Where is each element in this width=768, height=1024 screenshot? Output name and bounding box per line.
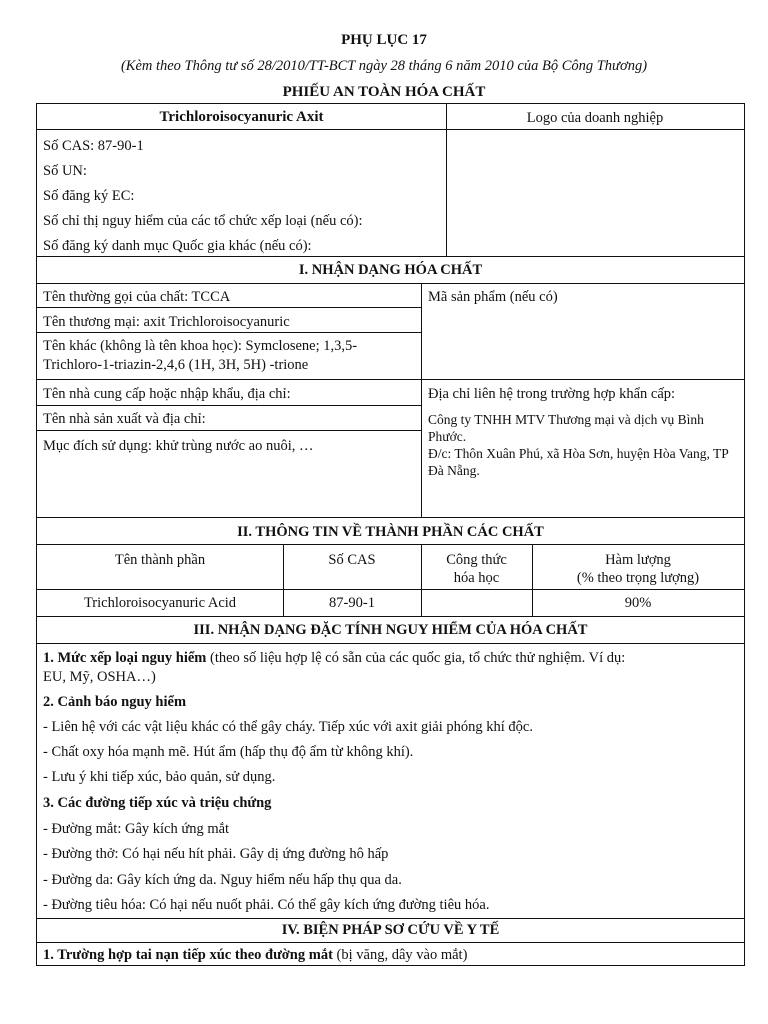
route-item: - Đường thở: Có hại nếu hít phải. Gây dị ứng đường hô hấp (43, 846, 389, 862)
manufacturer: Tên nhà sản xuất và địa chỉ: (43, 411, 206, 427)
product-code: Mã sản phẩm (nếu có) (428, 289, 558, 305)
col-header-cas: Số CAS (328, 552, 376, 568)
ec-number: Số đăng ký EC: (43, 188, 135, 204)
safety-data-sheet-table (36, 103, 745, 966)
route-item: - Đường mắt: Gây kích ứng mắt (43, 821, 230, 837)
row-component-name: Trichloroisocyanuric Acid (83, 595, 237, 611)
emergency-address: Đ/c: Thôn Xuân Phú, xã Hòa Sơn, huyện Hòa Vang, TP Đà Nẵng. (428, 446, 729, 478)
exposure-routes-heading: 3. Các đường tiếp xúc và triệu chứng (43, 795, 272, 811)
divider (37, 256, 744, 257)
purpose-of-use: Mục đích sử dụng: khử trùng nước ao nuôi, … (43, 438, 314, 454)
divider (37, 517, 744, 518)
first-aid-eye (43, 946, 467, 965)
divider (37, 129, 744, 130)
section-4-heading: IV. BIỆN PHÁP SƠ CỨU VỀ Y TẾ (281, 922, 500, 938)
hazard-classification-text: (theo số liệu hợp lệ có sẵn của các quốc gia, tổ chức thử nghiệm. Ví dụ: (206, 650, 626, 666)
hazard-classification-heading: 1. Mức xếp loại nguy hiểm (43, 650, 207, 666)
first-aid-eye-heading: 1. Trường hợp tai nạn tiếp xúc theo đường mắt (43, 947, 333, 963)
divider (37, 332, 421, 333)
warning-item: - Liên hệ với các vật liệu khác có thể gây cháy. Tiếp xúc với axit giải phóng khí độc. (43, 719, 533, 735)
sheet-title: PHIẾU AN TOÀN HÓA CHẤT (282, 84, 486, 100)
divider (37, 643, 744, 644)
warning-item: - Lưu ý khi tiếp xúc, bảo quản, sử dụng. (43, 769, 276, 785)
col-header-component: Tên thành phần (114, 552, 206, 568)
trade-name: Tên thương mại: axit Trichloroisocyanuric (43, 314, 290, 330)
other-names-line2: Trichloro-1-triazin-2,4,6 (1H, 3H, 5H) -trione (43, 357, 309, 373)
warning-item: - Chất oxy hóa mạnh mẽ. Hút ẩm (hấp thụ độ ẩm từ không khí). (43, 744, 414, 760)
col-header-formula-line1: Công thức (446, 552, 507, 568)
divider (37, 544, 744, 545)
divider (37, 918, 744, 919)
divider (37, 379, 744, 380)
divider (37, 307, 421, 308)
emergency-contact-label: Địa chỉ liên hệ trong trường hợp khẩn cấp: (428, 386, 676, 402)
hazard-warning-heading: 2. Cảnh báo nguy hiểm (43, 694, 187, 710)
col-header-content-line2: (% theo trọng lượng) (576, 570, 700, 586)
section-2-heading: II. THÔNG TIN VỀ THÀNH PHẦN CÁC CHẤT (237, 524, 544, 540)
other-names-line1: Tên khác (không là tên khoa học): Symclosene; 1,3,5- (43, 338, 358, 354)
divider (37, 430, 421, 431)
route-item: - Đường da: Gây kích ứng da. Nguy hiểm nếu hấp thụ qua da. (43, 872, 402, 888)
national-registry: Số đăng ký danh mục Quốc gia khác (nếu có): (43, 238, 312, 254)
chemical-name: Trichloroisocyanuric Axit (159, 109, 324, 125)
col-header-content-line1: Hàm lượng (605, 552, 671, 568)
cas-number: Số CAS: 87-90-1 (43, 138, 144, 154)
hazard-index: Số chỉ thị nguy hiểm của các tổ chức xếp loại (nếu có): (43, 213, 363, 229)
supplier: Tên nhà cung cấp hoặc nhập khẩu, địa chỉ: (43, 386, 291, 402)
common-name: Tên thường gọi của chất: TCCA (43, 289, 231, 305)
divider (37, 942, 744, 943)
emergency-company: Công ty TNHH MTV Thương mại và dịch vụ Bình Phước. (428, 412, 704, 444)
divider (37, 589, 744, 590)
route-item: - Đường tiêu hóa: Có hại nếu nuốt phải. Có thể gây kích ứng đường tiêu hóa. (43, 897, 490, 913)
divider (37, 616, 744, 617)
logo-label: Logo của doanh nghiệp (526, 110, 664, 126)
appendix-title: PHỤ LỤC 17 (341, 32, 427, 48)
divider (37, 283, 744, 284)
hazard-classification-line2: EU, Mỹ, OSHA…) (43, 669, 156, 685)
section-1-heading: I. NHẬN DẠNG HÓA CHẤT (298, 262, 483, 278)
section-3-heading: III. NHẬN DẠNG ĐẶC TÍNH NGUY HIỂM CỦA HÓA CHẤT (193, 622, 588, 638)
row-content: 90% (624, 595, 652, 611)
divider (37, 405, 421, 406)
un-number: Số UN: (43, 163, 87, 179)
row-cas: 87-90-1 (329, 595, 375, 611)
divider (421, 283, 422, 517)
appendix-subtitle: (Kèm theo Thông tư số 28/2010/TT-BCT ngày 28 tháng 6 năm 2010 của Bộ Công Thương) (120, 58, 648, 74)
hazard-classification (43, 649, 625, 668)
col-header-formula-line2: hóa học (453, 570, 500, 586)
first-aid-eye-text: (bị văng, dây vào mắt) (332, 947, 468, 963)
